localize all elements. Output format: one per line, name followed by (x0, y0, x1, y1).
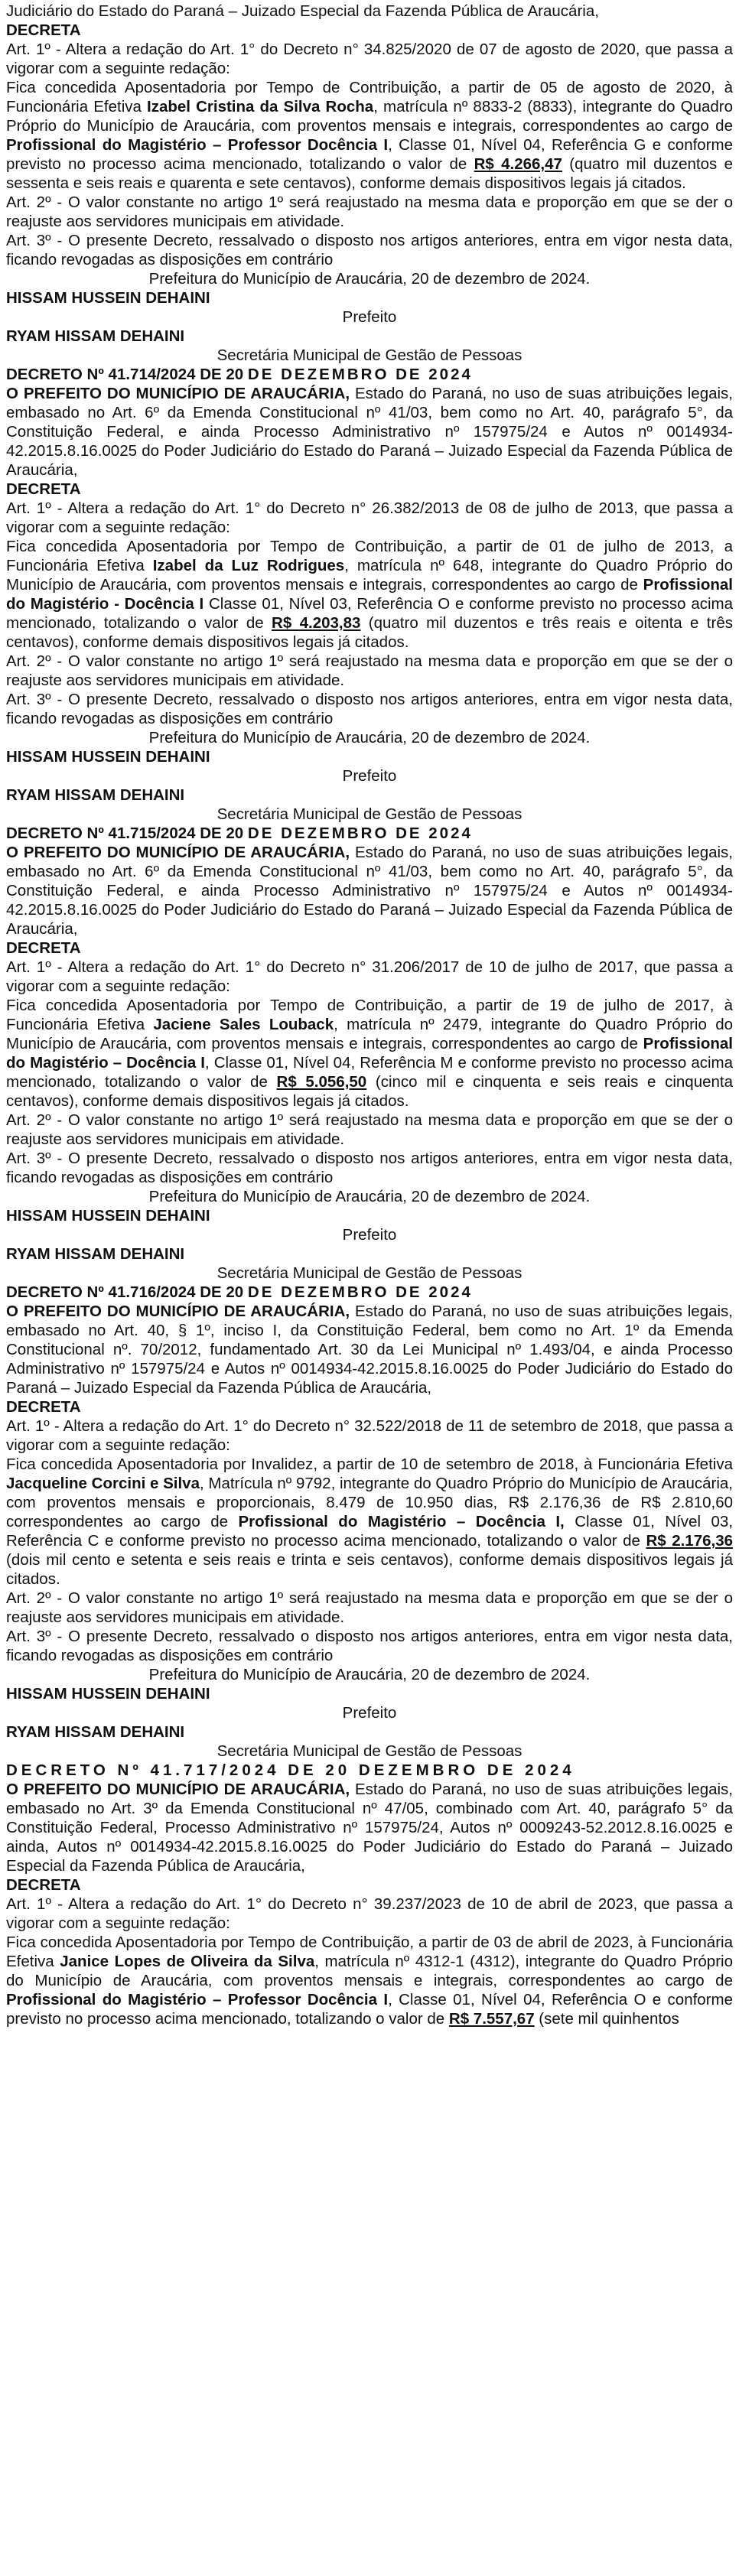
mayor-title: Prefeito (342, 1226, 397, 1244)
secretary-title: Secretária Municipal de Gestão de Pessoas (216, 805, 523, 823)
article-1-intro: Art. 1º - Altera a redação do Art. 1° do Decreto n° 26.382/2013 de 08 de julho de 2013, que passa a vigorar com a seguinte redação: (6, 499, 733, 536)
decree-heading: DECRETO Nº 41.716/2024 DE 20 DE DEZEMBRO DE 2024 (6, 1283, 473, 1301)
article-1-body: Fica concedida Aposentadoria por Tempo de Contribuição, a partir de 05 de agosto de 2020, à Funcionária Efetiva Izabel Cristina da Silva Rocha, matrícula nº 8833-2 (8833), integrante do Quadro Próprio do Município de Araucária, com proventos mensais e integrais, correspondentes ao cargo de Profissional do Magistério – Professor Docência I, Classe 01, Nível 04, Referência G e conforme previsto no processo acima mencionado, totalizando o valor de R$ 4.266,47 (quatro mil duzentos e sessenta e seis reais e quarenta e sete centavos), conforme demais dispositivos legais já citados. (6, 79, 734, 192)
mayor-name: HISSAM HUSSEIN DEHAINI (6, 748, 210, 766)
secretary-name: RYAM HISSAM DEHAINI (6, 1245, 185, 1263)
decree-41714 (6, 365, 733, 824)
mayor-title: Prefeito (342, 308, 397, 326)
secretary-title: Secretária Municipal de Gestão de Pessoas (216, 1264, 523, 1282)
article-3: Art. 3º - O presente Decreto, ressalvado o disposto nos artigos anteriores, entra em vigor nesta data, ficando revogadas as disposições em contrário (6, 232, 733, 268)
decree-41717 (6, 1761, 733, 2028)
article-1-intro: Art. 1º - Altera a redação do Art. 1° do Decreto n° 34.825/2020 de 07 de agosto de 2020, que passa a vigorar com a seguinte redação: (6, 41, 733, 77)
preamble: O PREFEITO DO MUNICÍPIO DE ARAUCÁRIA, Estado do Paraná, no uso de suas atribuições legais, embasado no Art. 40, § 1º, inciso I, da Constituição Federal, bem como no Art. 1º da Emenda Constitucional nº. 70/2012, fundamentado Art. 30 da Lei Municipal nº 1.493/04, e ainda Processo Administrativo nº 157975/24 e Autos nº 0014934-42.2015.8.16.0025 do Poder Judiciário do Estado do Paraná – Juizado Especial da Fazenda Pública de Araucária, (6, 1303, 733, 1397)
employee-name: Jaciene Sales Louback (153, 1016, 334, 1033)
article-1-body: Fica concedida Aposentadoria por Tempo de Contribuição, a partir de 19 de julho de 2017, à Funcionária Efetiva Jaciene Sales Louback, matrícula nº 2479, integrante do Quadro Próprio do Município de Araucária, com proventos mensais e integrais, correspondentes ao cargo de Profissional do Magistério – Docência I, Classe 01, Nível 04, Referência M e conforme previsto no processo acima mencionado, totalizando o valor de R$ 5.056,50 (cinco mil e cinquenta e seis reais e cinquenta centavos), conforme demais dispositivos legais já citados. (6, 997, 734, 1110)
decree-heading: DECRETO Nº 41.715/2024 DE 20 DE DEZEMBRO DE 2024 (6, 825, 473, 842)
employee-name: Janice Lopes de Oliveira da Silva (60, 1953, 315, 1970)
mayor-name: HISSAM HUSSEIN DEHAINI (6, 1207, 210, 1225)
employee-name: Izabel Cristina da Silva Rocha (147, 98, 374, 115)
article-3: Art. 3º - O presente Decreto, ressalvado o disposto nos artigos anteriores, entra em vigor nesta data, ficando revogadas as disposições em contrário (6, 1150, 733, 1186)
decreta-heading: DECRETA (6, 480, 81, 498)
employee-role: Profissional do Magistério – Docência I (6, 1035, 733, 1072)
employee-role: Profissional do Magistério - Docência I (6, 576, 733, 613)
secretary-name: RYAM HISSAM DEHAINI (6, 327, 185, 345)
mayor-title: Prefeito (342, 1704, 397, 1722)
article-1-intro: Art. 1º - Altera a redação do Art. 1° do Decreto n° 39.237/2023 de 10 de abril de 2023, que passa a vigorar com a seguinte redação: (6, 1895, 733, 1932)
pension-amount: R$ 2.176,36 (646, 1532, 733, 1550)
employee-role: Profissional do Magistério – Professor Docência I (6, 136, 389, 154)
decreta-heading: DECRETA (6, 21, 81, 39)
place-date: Prefeitura do Município de Araucária, 20 de dezembro de 2024. (148, 1188, 591, 1205)
mayor-name: HISSAM HUSSEIN DEHAINI (6, 289, 210, 307)
decree-41715 (6, 824, 733, 1283)
legal-basis-tail: Judiciário do Estado do Paraná – Juizado Especial da Fazenda Pública de Araucária, (6, 2, 599, 20)
preamble: O PREFEITO DO MUNICÍPIO DE ARAUCÁRIA, Estado do Paraná, no uso de suas atribuições legais, embasado no Art. 6º da Emenda Constitucional nº 41/03, bem como no Art. 40, parágrafo 5°, da Constituição Federal, e ainda Processo Administrativo nº 157975/24 e Autos nº 0014934-42.2015.8.16.0025 do Poder Judiciário do Estado do Paraná – Juizado Especial da Fazenda Pública de Araucária, (6, 385, 733, 479)
pension-amount: R$ 4.203,83 (272, 614, 361, 632)
article-2: Art. 2º - O valor constante no artigo 1º será reajustado na mesma data e proporção em que se der o reajuste aos servidores municipais em atividade. (6, 1589, 733, 1626)
decreta-heading: DECRETA (6, 1876, 81, 1894)
article-3: Art. 3º - O presente Decreto, ressalvado o disposto nos artigos anteriores, entra em vigor nesta data, ficando revogadas as disposições em contrário (6, 1628, 733, 1664)
secretary-name: RYAM HISSAM DEHAINI (6, 1723, 185, 1741)
mayor-name: HISSAM HUSSEIN DEHAINI (6, 1685, 210, 1703)
decreta-heading: DECRETA (6, 939, 81, 957)
employee-role: Profissional do Magistério – Professor Docência I (6, 1991, 389, 2008)
article-1-body: Fica concedida Aposentadoria por Tempo de Contribuição, a partir de 01 de julho de 2013, a Funcionária Efetiva Izabel da Luz Rodrigues, matrícula nº 648, integrante do Quadro Próprio do Município de Araucária, com proventos mensais e integrais, correspondentes ao cargo de Profissional do Magistério - Docência I Classe 01, Nível 03, Referência O e conforme previsto no processo acima mencionado, totalizando o valor de R$ 4.203,83 (quatro mil duzentos e três reais e oitenta e três centavos), conforme demais dispositivos legais já citados. (6, 538, 733, 651)
employee-name: Izabel da Luz Rodrigues (152, 557, 345, 574)
secretary-title: Secretária Municipal de Gestão de Pessoas (216, 1742, 523, 1760)
article-1-intro: Art. 1º - Altera a redação do Art. 1° do Decreto n° 32.522/2018 de 11 de setembro de 2018, que passa a vigorar com a seguinte redação: (6, 1417, 733, 1454)
place-date: Prefeitura do Município de Araucária, 20 de dezembro de 2024. (148, 270, 591, 288)
decreta-heading: DECRETA (6, 1398, 81, 1416)
decree-heading: DECRETO Nº 41.717/2024 DE 20 DEZEMBRO DE 2024 (6, 1761, 575, 1779)
place-date: Prefeitura do Município de Araucária, 20 de dezembro de 2024. (148, 1666, 591, 1683)
employee-role: Profissional do Magistério – Docência I, (238, 1513, 565, 1530)
place-date: Prefeitura do Município de Araucária, 20 de dezembro de 2024. (148, 729, 591, 746)
secretary-name: RYAM HISSAM DEHAINI (6, 786, 185, 804)
mayor-title: Prefeito (342, 767, 397, 785)
preamble: O PREFEITO DO MUNICÍPIO DE ARAUCÁRIA, Estado do Paraná, no uso de suas atribuições legais, embasado no Art. 3º da Emenda Constitucional nº 47/05, combinado com Art. 40, parágrafo 5° da Constituição Federal, Processo Administrativo nº 157975/24, Autos nº 0009243-52.2012.8.16.0025 e ainda, Autos nº 0014934-42.2015.8.16.0025 do Poder Judiciário do Estado do Paraná – Juizado Especial da Fazenda Pública de Araucária, (6, 1781, 733, 1875)
employee-name: Jacqueline Corcini e Silva (6, 1475, 200, 1492)
article-1-intro: Art. 1º - Altera a redação do Art. 1° do Decreto n° 31.206/2017 de 10 de julho de 2017, que passa a vigorar com a seguinte redação: (6, 958, 733, 995)
article-1-body: Fica concedida Aposentadoria por Invalidez, a partir de 10 de setembro de 2018, à Funcionária Efetiva Jacqueline Corcini e Silva, Matrícula nº 9792, integrante do Quadro Próprio do Município de Araucária, com proventos mensais e proporcionais, 8.479 de 10.950 dias, R$ 2.176,36 de R$ 2.810,60 correspondentes ao cargo de Profissional do Magistério – Docência I, Classe 01, Nível 03, Referência C e conforme previsto no processo acima mencionado, totalizando o valor de R$ 2.176,36 (dois mil cento e setenta e seis reais e trinta e seis centavos), conforme demais dispositivos legais já citados. (6, 1456, 733, 1588)
article-2: Art. 2º - O valor constante no artigo 1º será reajustado na mesma data e proporção em que se der o reajuste aos servidores municipais em atividade. (6, 194, 733, 230)
article-3: Art. 3º - O presente Decreto, ressalvado o disposto nos artigos anteriores, entra em vigor nesta data, ficando revogadas as disposições em contrário (6, 691, 733, 727)
preamble: O PREFEITO DO MUNICÍPIO DE ARAUCÁRIA, Estado do Paraná, no uso de suas atribuições legais, embasado no Art. 6º da Emenda Constitucional nº 41/03, bem como no Art. 40, parágrafo 5°, da Constituição Federal, e ainda Processo Administrativo nº 157975/24 e Autos nº 0014934-42.2015.8.16.0025 do Poder Judiciário do Estado do Paraná – Juizado Especial da Fazenda Pública de Araucária, (6, 844, 733, 938)
article-2: Art. 2º - O valor constante no artigo 1º será reajustado na mesma data e proporção em que se der o reajuste aos servidores municipais em atividade. (6, 1111, 733, 1148)
pension-amount: R$ 5.056,50 (276, 1073, 367, 1091)
article-2: Art. 2º - O valor constante no artigo 1º será reajustado na mesma data e proporção em que se der o reajuste aos servidores municipais em atividade. (6, 652, 733, 689)
decree-41713-continuation (6, 2, 733, 365)
pension-amount: R$ 7.557,67 (448, 2010, 535, 2028)
secretary-title: Secretária Municipal de Gestão de Pessoas (216, 346, 523, 364)
pension-amount: R$ 4.266,47 (474, 155, 562, 173)
article-1-body: Fica concedida Aposentadoria por Tempo de Contribuição, a partir de 03 de abril de 2023, à Funcionária Efetiva Janice Lopes de Oliveira da Silva, matrícula nº 4312-1 (4312), integrante do Quadro Próprio do Município de Araucária, com proventos mensais e integrais, correspondentes ao cargo de Profissional do Magistério – Professor Docência I, Classe 01, Nível 04, Referência O e conforme previsto no processo acima mencionado, totalizando o valor de R$ 7.557,67 (sete mil quinhentos (6, 1934, 733, 2028)
decree-heading: DECRETO Nº 41.714/2024 DE 20 DE DEZEMBRO DE 2024 (6, 366, 473, 383)
decree-41716 (6, 1283, 733, 1761)
